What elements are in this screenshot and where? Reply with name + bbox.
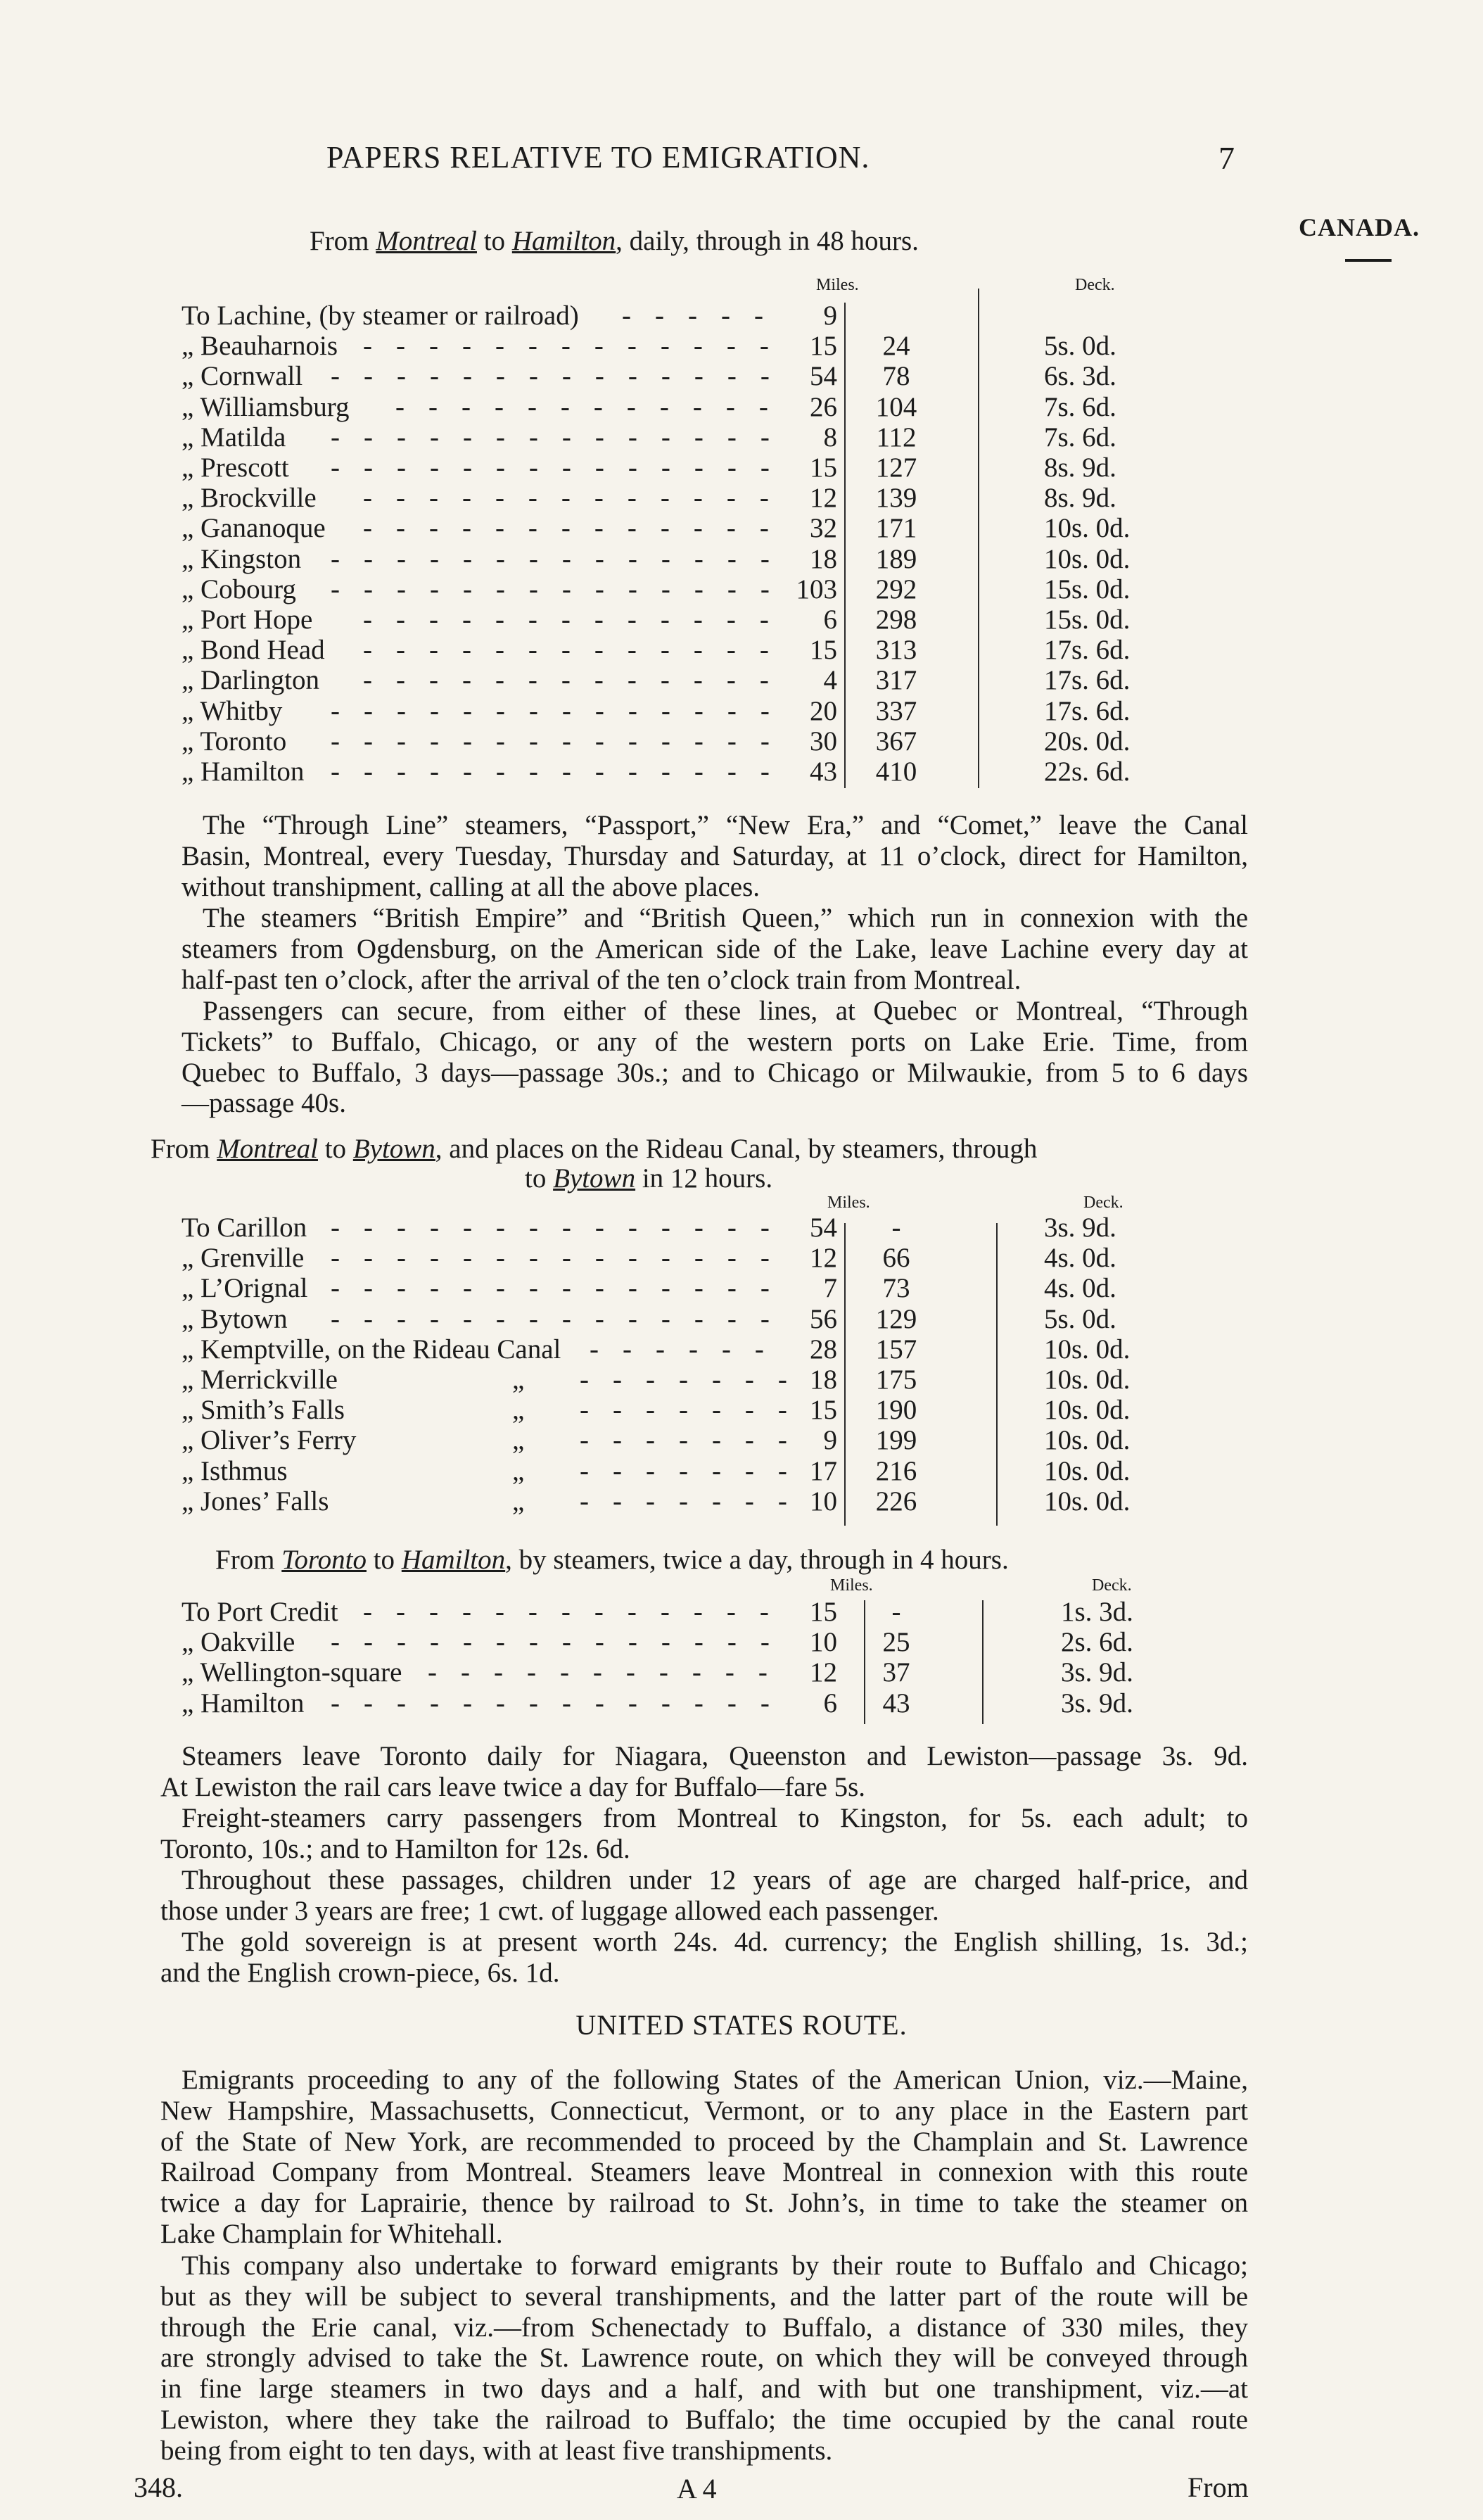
miles-stage: 10 xyxy=(810,1627,837,1658)
text-line: At Lewiston the rail cars leave twice a day for Buffalo—fare 5s. xyxy=(160,1771,866,1802)
miles-total: 43 xyxy=(882,1688,910,1718)
miles-stage: 54 xyxy=(810,1212,837,1243)
table-row xyxy=(182,452,1195,482)
place-name: „ Prescott xyxy=(182,452,289,483)
text-line: twice a day for Laprairie, thence by railroad to St. John’s, in time to take the steamer on xyxy=(160,2188,1248,2219)
place-name: „ Cobourg xyxy=(182,574,296,604)
miles-stage: 15 xyxy=(810,1395,837,1426)
table-row xyxy=(182,634,1195,664)
text-line: but as they will be subject to several transhipments, and the latter part of the route will be xyxy=(160,2281,1248,2312)
leader-dashes: -------------- xyxy=(331,452,794,483)
miles-total: 298 xyxy=(875,604,917,635)
section2-deck-header: Deck. xyxy=(1083,1193,1124,1212)
deck-fare: 8s. 9d. xyxy=(1044,452,1116,483)
place-name: „ Port Hope xyxy=(182,604,313,635)
ditto-mark: „ xyxy=(512,1365,525,1395)
deck-fare: 10s. 0d. xyxy=(1044,1365,1131,1395)
text-line: Toronto, 10s.; and to Hamilton for 12s. 6d. xyxy=(160,1833,630,1864)
text-line: Railroad Company from Montreal. Steamers leave Montreal in connexion with this route xyxy=(160,2157,1248,2188)
section2-table xyxy=(182,1212,1195,1521)
deck-fare: 20s. 0d. xyxy=(1044,726,1131,756)
paragraph-buffalo-chicago xyxy=(160,2250,1248,2467)
section3-title-to: Hamilton xyxy=(401,1545,506,1575)
deck-fare: 3s. 9d. xyxy=(1061,1657,1133,1688)
miles-stage: 54 xyxy=(810,361,837,392)
signature-mark: A 4 xyxy=(677,2473,717,2505)
table-row xyxy=(182,1364,1195,1394)
miles-total: 129 xyxy=(875,1303,917,1334)
table-row xyxy=(182,756,1195,786)
text-line: and the English crown-piece, 6s. 1d. xyxy=(160,1957,560,1988)
table-row xyxy=(182,330,1195,360)
place-name: To Port Credit xyxy=(182,1597,338,1627)
deck-fare: 6s. 3d. xyxy=(1044,361,1116,392)
deck-fare: 10s. 0d. xyxy=(1044,513,1131,544)
section3-title-prefix: From xyxy=(215,1545,282,1575)
miles-stage: 32 xyxy=(810,513,837,544)
deck-fare: 15s. 0d. xyxy=(1044,604,1131,635)
deck-fare: 17s. 6d. xyxy=(1044,665,1131,696)
table-row xyxy=(182,604,1195,634)
leader-dashes: -------------- xyxy=(331,726,794,756)
miles-stage: 28 xyxy=(810,1334,837,1365)
section2-title-from: Montreal xyxy=(217,1134,318,1164)
table-row xyxy=(182,482,1195,512)
table-row xyxy=(182,391,1195,422)
miles-stage: 56 xyxy=(810,1303,837,1334)
place-name: „ Whitby xyxy=(182,695,283,726)
paragraph-children-fares xyxy=(160,1865,1248,1927)
miles-stage: 15 xyxy=(810,331,837,362)
page-number: 7 xyxy=(1218,140,1235,176)
text-line: The gold sovereign is at present worth 24s. 4d. currency; the English shilling, 1s. 3d.; xyxy=(182,1927,1248,1957)
leader-dashes: ------- xyxy=(580,1455,811,1486)
leader-dashes: -------------- xyxy=(331,1243,794,1274)
miles-stage: 8 xyxy=(823,422,837,452)
section2-title-suffix: , and places on the Rideau Canal, by steamers, through xyxy=(435,1134,1038,1164)
miles-stage: 15 xyxy=(810,635,837,666)
text-line: Tickets” to Buffalo, Chicago, or any of the western ports on Lake Erie. Time, from xyxy=(182,1026,1248,1057)
section3-miles-header: Miles. xyxy=(830,1576,873,1595)
deck-fare: 15s. 0d. xyxy=(1044,574,1131,604)
deck-fare: 17s. 6d. xyxy=(1044,695,1131,726)
table-row xyxy=(182,1486,1195,1516)
miles-stage: 10 xyxy=(810,1486,837,1517)
deck-fare: 4s. 0d. xyxy=(1044,1273,1116,1304)
table-row xyxy=(182,1424,1195,1455)
table-row xyxy=(182,543,1195,574)
miles-total: 66 xyxy=(882,1243,910,1274)
miles-stage: 12 xyxy=(810,483,837,514)
miles-stage: 20 xyxy=(810,695,837,726)
miles-total: 73 xyxy=(882,1273,910,1304)
text-line: are strongly advised to take the St. Lawrence route, on which they will be conveyed through xyxy=(160,2343,1248,2374)
miles-total: 127 xyxy=(875,452,917,483)
ditto-mark: „ xyxy=(512,1455,525,1486)
leader-dashes: ------------- xyxy=(363,483,793,514)
table-row xyxy=(182,695,1195,726)
place-name: „ Jones’ Falls xyxy=(182,1486,329,1517)
margin-rule xyxy=(1345,259,1392,262)
text-line: Lewiston, where they take the railroad to Buffalo; the time occupied by the canal route xyxy=(160,2404,1248,2435)
place-name: „ Brockville xyxy=(182,483,317,514)
deck-fare: 10s. 0d. xyxy=(1044,543,1131,574)
text-line: Steamers leave Toronto daily for Niagara, Queenston and Lewiston—passage 3s. 9d. xyxy=(182,1741,1248,1771)
section1-title-suffix: , daily, through in 48 hours. xyxy=(616,226,919,256)
place-name: „ L’Orignal xyxy=(182,1273,308,1304)
place-name: „ Darlington xyxy=(182,665,320,696)
place-name: To Lachine, (by steamer or railroad) xyxy=(182,300,579,331)
text-line: New Hampshire, Massachusetts, Connecticut, Vermont, or to any place in the Eastern part xyxy=(160,2095,1248,2126)
miles-stage: 15 xyxy=(810,452,837,483)
miles-total: 171 xyxy=(875,513,917,544)
section1-title-mid: to xyxy=(476,226,512,256)
place-name: „ Wellington-square xyxy=(182,1657,402,1688)
text-line: in fine large steamers in two days and a half, and with but one transhipment, viz.—at xyxy=(160,2374,1248,2405)
section3-title-from: Toronto xyxy=(281,1545,367,1575)
place-name: „ Smith’s Falls xyxy=(182,1395,345,1426)
miles-total: 157 xyxy=(875,1334,917,1365)
deck-fare: 4s. 0d. xyxy=(1044,1243,1116,1274)
place-name: „ Beauharnois xyxy=(182,331,338,362)
deck-fare: 10s. 0d. xyxy=(1044,1486,1131,1517)
margin-label: CANADA. xyxy=(1299,213,1420,241)
catchword: From xyxy=(1188,2471,1249,2503)
miles-stage: 26 xyxy=(810,391,837,422)
paragraph-through-line xyxy=(182,810,1248,902)
deck-fare: 22s. 6d. xyxy=(1044,756,1131,787)
ditto-mark: „ xyxy=(512,1486,525,1517)
miles-total: 139 xyxy=(875,483,917,514)
us-route-heading: UNITED STATES ROUTE. xyxy=(575,2009,908,2041)
text-line: of the State of New York, are recommended to proceed by the Champlain and St. Lawrence xyxy=(160,2126,1248,2157)
deck-fare: 10s. 0d. xyxy=(1044,1425,1131,1456)
miles-total: 367 xyxy=(875,726,917,756)
table-row xyxy=(182,1596,1195,1626)
leader-dashes: ------------- xyxy=(363,635,793,666)
footer-left: 348. xyxy=(134,2471,183,2503)
table-row xyxy=(182,1394,1195,1424)
place-name: „ Oliver’s Ferry xyxy=(182,1425,357,1456)
table-row xyxy=(182,1212,1195,1242)
place-name: „ Matilda xyxy=(182,422,286,452)
text-line: The steamers “British Empire” and “British Queen,” which run in connexion with the xyxy=(203,903,1248,933)
text-line: Freight-steamers carry passengers from Montreal to Kingston, for 5s. each adult; to xyxy=(182,1803,1248,1833)
place-name: „ Cornwall xyxy=(182,361,303,392)
leader-dashes: ----------- xyxy=(428,1657,791,1688)
leader-dashes: ------- xyxy=(580,1425,811,1456)
miles-stage: 7 xyxy=(823,1273,837,1304)
section2-title-to: Bytown xyxy=(352,1134,435,1164)
deck-fare: 5s. 0d. xyxy=(1044,331,1116,362)
section1-table xyxy=(182,300,1195,792)
deck-fare: 8s. 9d. xyxy=(1044,483,1116,514)
table-row xyxy=(182,422,1195,452)
leader-dashes: -------------- xyxy=(331,695,794,726)
place-name: „ Gananoque xyxy=(182,513,326,544)
place-name: „ Oakville xyxy=(182,1627,295,1658)
miles-total: 189 xyxy=(875,543,917,574)
miles-stage: 30 xyxy=(810,726,837,756)
table-row xyxy=(182,512,1195,543)
section1-title-to: Hamilton xyxy=(511,226,616,256)
section3-title-suffix: , by steamers, twice a day, through in 4 hours. xyxy=(505,1545,1009,1575)
deck-fare: 5s. 0d. xyxy=(1044,1303,1116,1334)
deck-fare: 3s. 9d. xyxy=(1061,1688,1133,1718)
miles-total: 216 xyxy=(875,1455,917,1486)
leader-dashes: ------------ xyxy=(395,391,792,422)
ditto-mark: „ xyxy=(512,1395,525,1426)
leader-dashes: -------------- xyxy=(331,1212,794,1243)
miles-total: - xyxy=(891,1212,901,1243)
place-name: „ Bytown xyxy=(182,1303,288,1334)
deck-fare: 1s. 3d. xyxy=(1061,1597,1133,1627)
miles-stage: 18 xyxy=(810,543,837,574)
text-line: through the Erie canal, viz.—from Schenectady to Buffalo, a distance of 330 miles, they xyxy=(160,2312,1248,2343)
deck-fare: 7s. 6d. xyxy=(1044,391,1116,422)
miles-stage: 43 xyxy=(810,756,837,787)
section2-title-line2 xyxy=(525,1163,772,1194)
miles-stage: 9 xyxy=(823,1425,837,1456)
miles-stage: 103 xyxy=(796,574,837,604)
text-line: being from eight to ten days, with at least five transhipments. xyxy=(160,2435,833,2466)
text-line: Passengers can secure, from either of these lines, at Quebec or Montreal, “Through xyxy=(203,996,1248,1026)
leader-dashes: ----- xyxy=(622,300,787,331)
section3-table xyxy=(182,1596,1195,1723)
text-line: —passage 40s. xyxy=(182,1088,346,1119)
text-line: This company also undertake to forward emigrants by their route to Buffalo and Chicago; xyxy=(182,2250,1248,2281)
text-line: steamers from Ogdensburg, on the American side of the Lake, leave Lachine every day at xyxy=(182,933,1248,964)
miles-total: 199 xyxy=(875,1425,917,1456)
text-line: The “Through Line” steamers, “Passport,” “New Era,” and “Comet,” leave the Canal xyxy=(203,810,1248,840)
miles-total: 37 xyxy=(882,1657,910,1688)
section1-deck-header: Deck. xyxy=(1075,276,1115,294)
text-line: Quebec to Buffalo, 3 days—passage 30s.; and to Chicago or Milwaukie, from 5 to 6 days xyxy=(182,1057,1248,1088)
paragraph-currency xyxy=(160,1927,1248,1989)
miles-total: 190 xyxy=(875,1395,917,1426)
deck-fare: 2s. 6d. xyxy=(1061,1627,1133,1658)
place-name: „ Merrickville xyxy=(182,1365,338,1395)
section1-title-from: Montreal xyxy=(376,226,477,256)
miles-total: 292 xyxy=(875,574,917,604)
table-row xyxy=(182,1303,1195,1334)
miles-stage: 9 xyxy=(823,300,837,331)
leader-dashes: -------------- xyxy=(331,1273,794,1304)
paragraph-toronto-steamers xyxy=(160,1741,1248,1803)
miles-total: 313 xyxy=(875,635,917,666)
leader-dashes: ------ xyxy=(590,1334,788,1365)
leader-dashes: -------------- xyxy=(331,1303,794,1334)
table-row xyxy=(182,664,1195,695)
table-row xyxy=(182,1688,1195,1718)
running-head: PAPERS RELATIVE TO EMIGRATION. xyxy=(326,140,870,175)
section2-miles-header: Miles. xyxy=(827,1193,870,1212)
section1-miles-header: Miles. xyxy=(816,276,859,294)
deck-fare: 10s. 0d. xyxy=(1044,1334,1131,1365)
leader-dashes: ------------- xyxy=(363,665,793,696)
section3-title-mid: to xyxy=(366,1545,402,1575)
section2-title-mid: to xyxy=(317,1134,353,1164)
ditto-mark: „ xyxy=(512,1425,525,1456)
place-name: To Carillon xyxy=(182,1212,307,1243)
leader-dashes: -------------- xyxy=(331,1688,794,1718)
miles-stage: 12 xyxy=(810,1657,837,1688)
table-row xyxy=(182,300,1195,330)
text-line: Emigrants proceeding to any of the following States of the American Union, viz.—Maine, xyxy=(182,2065,1248,2095)
deck-fare: 17s. 6d. xyxy=(1044,635,1131,666)
leader-dashes: -------------- xyxy=(331,361,794,392)
table-row xyxy=(182,1626,1195,1657)
deck-fare: 10s. 0d. xyxy=(1044,1395,1131,1426)
miles-total: 410 xyxy=(875,756,917,787)
section2-title2-suffix: in 12 hours. xyxy=(635,1163,773,1193)
section3-deck-header: Deck. xyxy=(1092,1576,1132,1595)
place-name: „ Isthmus xyxy=(182,1455,288,1486)
leader-dashes: ------- xyxy=(580,1365,811,1395)
miles-total: 78 xyxy=(882,361,910,392)
miles-stage: 18 xyxy=(810,1365,837,1395)
leader-dashes: ------------- xyxy=(363,1597,793,1627)
section1-title xyxy=(310,225,919,257)
place-name: „ Williamsburg xyxy=(182,391,350,422)
paragraph-champlain-route xyxy=(160,2065,1248,2250)
leader-dashes: -------------- xyxy=(331,756,794,787)
miles-total: 25 xyxy=(882,1627,910,1658)
table-row xyxy=(182,574,1195,604)
place-name: „ Grenville xyxy=(182,1243,305,1274)
place-name: „ Toronto xyxy=(182,726,287,756)
leader-dashes: ------------- xyxy=(363,604,793,635)
leader-dashes: -------------- xyxy=(331,543,794,574)
section2-title-line1 xyxy=(151,1133,1037,1165)
miles-stage: 6 xyxy=(823,1688,837,1718)
text-line: Throughout these passages, children under 12 years of age are charged half-price, and xyxy=(182,1865,1248,1895)
leader-dashes: ------- xyxy=(580,1395,811,1426)
miles-stage: 15 xyxy=(810,1597,837,1627)
table-row xyxy=(182,1657,1195,1687)
deck-fare: 3s. 9d. xyxy=(1044,1212,1116,1243)
miles-stage: 12 xyxy=(810,1243,837,1274)
miles-total: 104 xyxy=(875,391,917,422)
table-row xyxy=(182,360,1195,391)
miles-total: 175 xyxy=(875,1365,917,1395)
place-name: „ Bond Head xyxy=(182,635,325,666)
leader-dashes: -------------- xyxy=(331,422,794,452)
text-line: Lake Champlain for Whitehall. xyxy=(160,2218,503,2249)
text-line: Basin, Montreal, every Tuesday, Thursday and Saturday, at 11 o’clock, direct for Hamilton, xyxy=(182,840,1248,871)
miles-stage: 17 xyxy=(810,1455,837,1486)
table-row xyxy=(182,1272,1195,1303)
paragraph-through-tickets xyxy=(182,996,1248,1119)
text-line: those under 3 years are free; 1 cwt. of luggage allowed each passenger. xyxy=(160,1895,939,1926)
text-line: half-past ten o’clock, after the arrival of the ten o’clock train from Montreal. xyxy=(182,964,1021,995)
miles-total: - xyxy=(891,1597,901,1627)
paragraph-british-steamers xyxy=(182,903,1248,995)
section2-title2-place: Bytown xyxy=(553,1163,636,1193)
place-name: „ Kemptville, on the Rideau Canal xyxy=(182,1334,561,1365)
deck-fare: 10s. 0d. xyxy=(1044,1455,1131,1486)
section2-title2-prefix: to xyxy=(525,1163,554,1193)
leader-dashes: -------------- xyxy=(331,1627,794,1658)
table-row xyxy=(182,1334,1195,1364)
miles-total: 337 xyxy=(875,695,917,726)
table-row xyxy=(182,726,1195,756)
leader-dashes: -------------- xyxy=(331,574,794,604)
deck-fare: 7s. 6d. xyxy=(1044,422,1116,452)
paragraph-freight-steamers xyxy=(160,1803,1248,1865)
miles-total: 112 xyxy=(876,422,917,452)
place-name: „ Kingston xyxy=(182,543,302,574)
table-row xyxy=(182,1242,1195,1272)
miles-total: 317 xyxy=(875,665,917,696)
leader-dashes: ------------- xyxy=(363,331,793,362)
place-name: „ Hamilton xyxy=(182,756,305,787)
miles-total: 24 xyxy=(882,331,910,362)
section3-title xyxy=(215,1544,1009,1576)
leader-dashes: ------- xyxy=(580,1486,811,1517)
miles-total: 226 xyxy=(875,1486,917,1517)
miles-stage: 6 xyxy=(823,604,837,635)
text-line: without transhipment, calling at all the above places. xyxy=(182,871,760,902)
section2-title-prefix: From xyxy=(151,1134,217,1164)
miles-stage: 4 xyxy=(823,665,837,696)
leader-dashes: ------------- xyxy=(363,513,793,544)
section1-title-prefix: From xyxy=(310,226,376,256)
table-row xyxy=(182,1455,1195,1486)
place-name: „ Hamilton xyxy=(182,1688,305,1718)
